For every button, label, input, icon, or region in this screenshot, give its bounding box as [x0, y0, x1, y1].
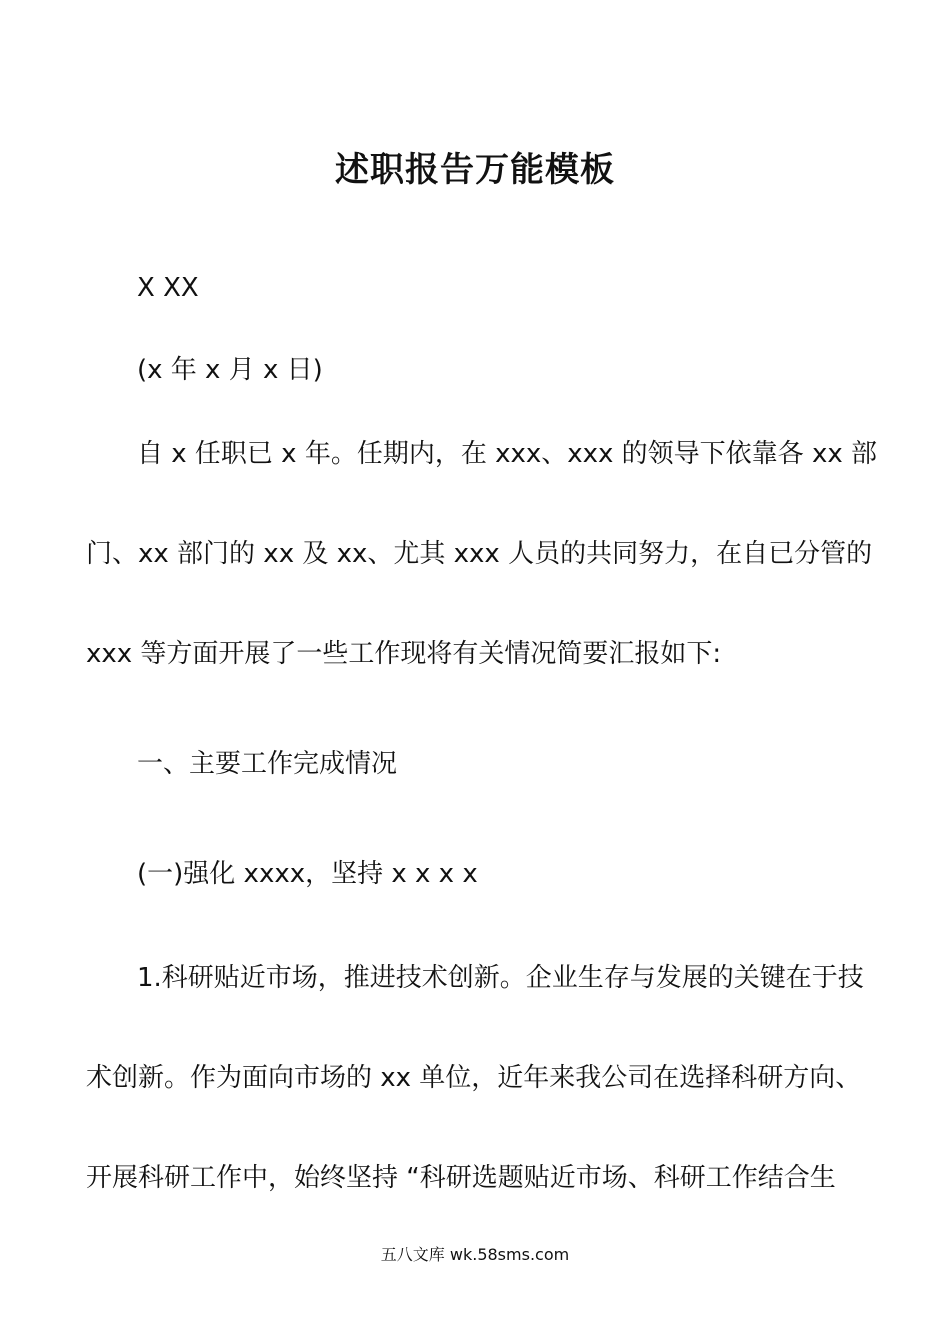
section-heading: 一、主要工作完成情况 — [137, 749, 398, 779]
author-line: X XX — [137, 273, 199, 303]
body-line-2: 术创新。作为面向市场的 xx 单位，近年来我公司在选择科研方向、 — [86, 1063, 862, 1093]
body-line-3: 开展科研工作中，始终坚持 “科研选题贴近市场、科研工作结合生 — [86, 1163, 836, 1193]
date-line: (x 年 x 月 x 日) — [137, 355, 323, 385]
subsection-heading: (一)强化 xxxx，坚持 x x x x — [137, 859, 478, 889]
intro-line-2: 门、xx 部门的 xx 及 xx、尤其 xxx 人员的共同努力，在自已分管的 — [86, 539, 873, 569]
body-line-1: 1.科研贴近市场，推进技术创新。企业生存与发展的关键在于技 — [137, 963, 864, 993]
footer-watermark: 五八文库 wk.58sms.com — [380, 1245, 570, 1264]
intro-line-3: xxx 等方面开展了一些工作现将有关情况简要汇报如下: — [86, 639, 722, 669]
document-title: 述职报告万能模板 — [335, 150, 615, 190]
intro-line-1: 自 x 任职已 x 年。任期内，在 xxx、xxx 的领导下依靠各 xx 部 — [137, 439, 877, 469]
